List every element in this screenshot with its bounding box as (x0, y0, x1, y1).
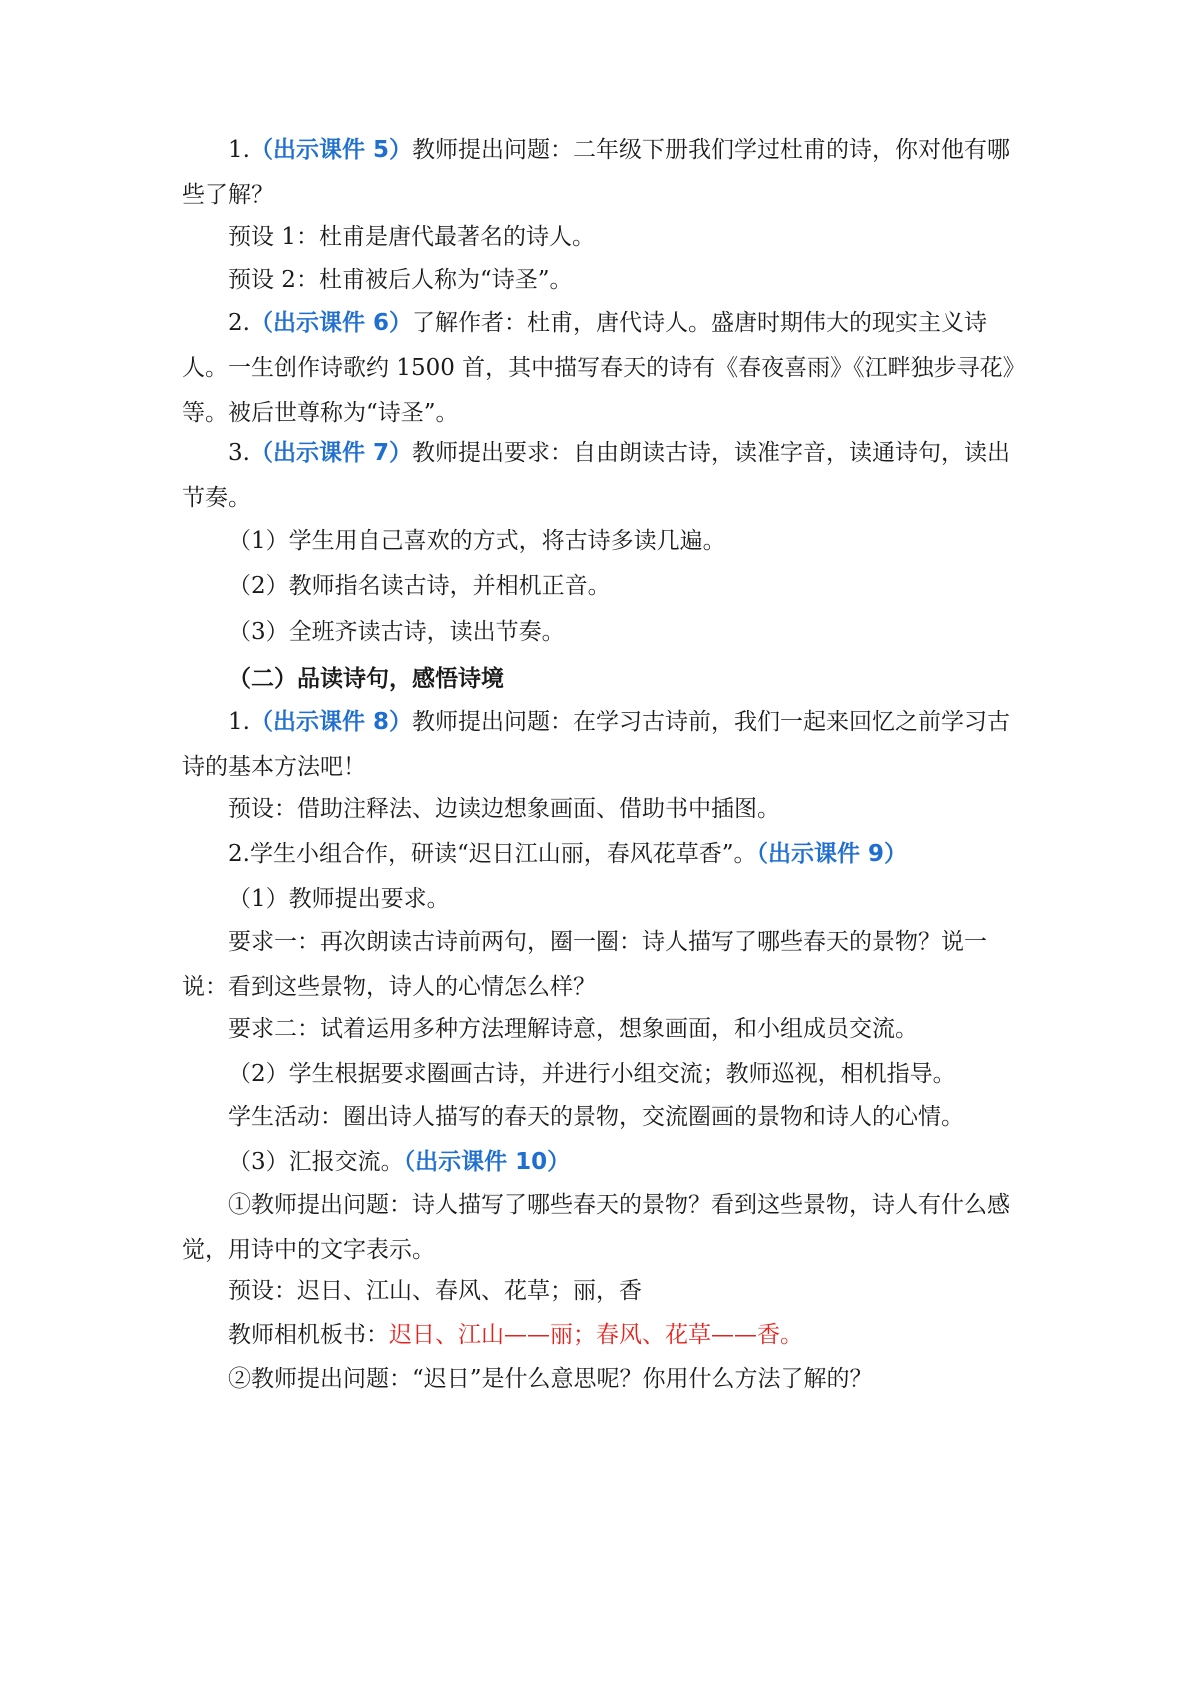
item-number: 1. (228, 709, 250, 735)
section-heading: （二）品读诗句，感悟诗境 (228, 665, 504, 692)
paragraph-text: 2.学生小组合作，研读“迟日江山丽，春风花草香”。 (228, 841, 757, 867)
paragraph-text: 教师相机板书： (228, 1322, 389, 1348)
courseware-tag: （出示课件 6） (249, 310, 412, 336)
item-number: 2. (228, 310, 250, 336)
paragraph-21: ②教师提出问题：“迟日”是什么意思呢？你用什么方法了解的？ (228, 1366, 873, 1392)
paragraph-15: （2）学生根据要求圈画古诗，并进行小组交流；教师巡视，相机指导。 (228, 1061, 956, 1087)
paragraph-16: 学生活动：圈出诗人描写的春天的景物，交流圈画的景物和诗人的心情。 (228, 1104, 964, 1130)
item-number: 3. (228, 440, 250, 466)
paragraph-12: （1）教师提出要求。 (228, 886, 450, 912)
paragraph-10: 预设：借助注释法、边读边想象画面、借助书中插图。 (228, 796, 780, 822)
paragraph-18: ①教师提出问题：诗人描写了哪些春天的景物？看到这些景物，诗人有什么感觉，用诗中的文字表示。 (182, 1192, 1010, 1263)
courseware-tag: （出示课件 8） (249, 709, 412, 735)
paragraph-2: 预设 1：杜甫是唐代最著名的诗人。 (228, 224, 595, 250)
paragraph-4 (182, 301, 1022, 436)
courseware-tag: （出示课件 10） (403, 1149, 571, 1175)
paragraph-5 (182, 431, 1022, 521)
paragraph-17 (228, 1140, 1022, 1185)
paragraph-text: 教师提出要求：自由朗读古诗，读准字音，读通诗句，读出节奏。 (182, 440, 1010, 511)
courseware-tag: （出示课件 5） (249, 137, 412, 163)
board-writing: 迟日、江山——丽；春风、花草——香。 (389, 1322, 803, 1348)
item-number: 1. (228, 137, 250, 163)
paragraph-7: （2）教师指名读古诗，并相机正音。 (228, 573, 611, 599)
paragraph-9 (182, 700, 1022, 790)
paragraph-20 (182, 1313, 1022, 1358)
paragraph-8: （3）全班齐读古诗，读出节奏。 (228, 619, 565, 645)
paragraph-text: 了解作者：杜甫，唐代诗人。盛唐时期伟大的现实主义诗人。一生创作诗歌约 1500 首，其中描写春天的诗有《春夜喜雨》《江畔独步寻花》等。被后世尊称为“诗圣”。 (182, 310, 1015, 426)
courseware-tag: （出示课件 7） (249, 440, 412, 466)
paragraph-14: 要求二：试着运用多种方法理解诗意，想象画面，和小组成员交流。 (228, 1016, 918, 1042)
courseware-tag: （出示课件 9） (756, 841, 907, 867)
paragraph-text: （3）汇报交流。 (228, 1149, 404, 1175)
paragraph-6: （1）学生用自己喜欢的方式，将古诗多读几遍。 (228, 528, 726, 554)
paragraph-3: 预设 2：杜甫被后人称为“诗圣”。 (228, 267, 573, 293)
paragraph-11 (182, 832, 1022, 877)
paragraph-13: 要求一：再次朗读古诗前两句，圈一圈：诗人描写了哪些春天的景物？说一说：看到这些景物，诗人的心情怎么样？ (182, 929, 987, 1000)
paragraph-text: 教师提出问题：在学习古诗前，我们一起来回忆之前学习古诗的基本方法吧！ (182, 709, 1010, 780)
paragraph-text: 教师提出问题：二年级下册我们学过杜甫的诗，你对他有哪些了解？ (182, 137, 1010, 208)
paragraph-19: 预设：迟日、江山、春风、花草；丽，香 (228, 1278, 642, 1304)
paragraph-1 (182, 128, 1022, 218)
